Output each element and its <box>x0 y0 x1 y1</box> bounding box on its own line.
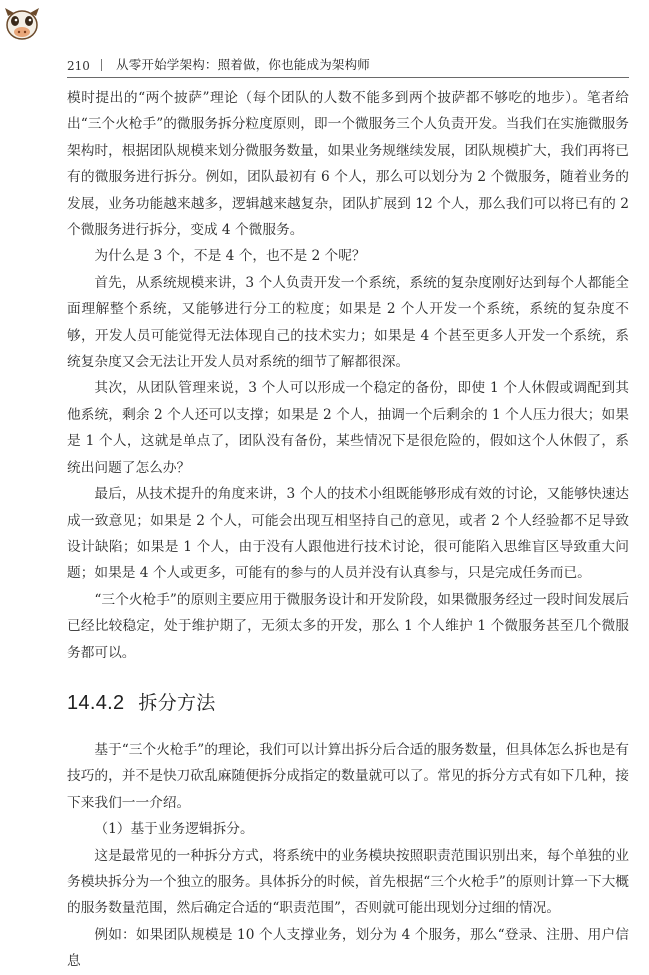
paragraph: 这是最常见的一种拆分方式，将系统中的业务模块按照职责范围识别出来，每个单独的业务模块拆分为一个独立的服务。具体拆分的时候，首先根据“三个火枪手”的原则计算一下大概的服务数量范围，然后确定合适的“职责范围”，否则就可能出现划分过细的情况。 <box>67 847 629 917</box>
paragraph: 其次，从团队管理来说，3 个人可以形成一个稳定的备份，即使 1 个人休假或调配到其他系统，剩余 2 个人还可以支撑；如果是 2 个人，抽调一个后剩余的 1 个人压力很大；如果是 1 个人，这就是单点了，团队没有备份，某些情况下是很危险的，假如这个人休假了，系统出问题了怎么办？ <box>67 380 629 476</box>
paragraph: 为什么是 3 个，不是 4 个，也不是 2 个呢？ <box>94 248 366 265</box>
paragraph: 例如：如果团队规模是 10 个人支撑业务，划分为 4 个服务，那么“登录、注册、用户信息 <box>67 926 629 970</box>
paragraph: “三个火枪手”的原则主要应用于微服务设计和开发阶段，如果微服务经过一段时间发展后已经比较稳定，处于维护期了，无须太多的开发，那么 1 个人维护 1 个微服务甚至几个微服务都可以。 <box>67 591 629 661</box>
paragraph: 首先，从系统规模来讲，3 个人负责开发一个系统，系统的复杂度刚好达到每个人都能全面理解整个系统，又能够进行分工的粒度；如果是 2 个人开发一个系统，系统的复杂度不够，开发人员可能觉得无法体现自己的技术实力；如果是 4 个甚至更多人开发一个系统，系统复杂度又会无法让开发人员对系统的细节了解都很深。 <box>67 274 629 371</box>
section-number: 14.4.2 <box>67 691 125 714</box>
section-heading <box>67 688 629 715</box>
publisher-logo-icon <box>2 4 42 42</box>
section-title: 拆分方法 <box>138 691 216 714</box>
list-item-heading: （1）基于业务逻辑拆分。 <box>94 821 254 838</box>
paragraph: 最后，从技术提升的角度来讲，3 个人的技术小组既能够形成有效的讨论，又能够快速达成一致意见；如果是 2 个人，可能会出现互相坚持自己的意见，或者 2 个人经验都不足导致设计缺陷；如果是 1 个人，由于没有人跟他进行技术讨论，很可能陷入思维盲区导致重大问题；如果是 4 个人或更多，可能有的参与的人员并没有认真参与，只是完成任务而已。 <box>67 486 629 582</box>
page-body <box>67 85 629 975</box>
paragraph: 基于“三个火枪手”的理论，我们可以计算出拆分后合适的服务数量，但具体怎么拆也是有技巧的，并不是快刀砍乱麻随便拆分成指定的数量就可以了。常见的拆分方式有如下几种，接下来我们一一介绍。 <box>67 741 629 811</box>
book-title: 从零开始学架构：照着做，你也能成为架构师 <box>116 57 371 72</box>
paragraph: 模时提出的“两个披萨”理论（每个团队的人数不能多到两个披萨都不够吃的地步）。笔者给出“三个火枪手”的微服务拆分粒度原则，即一个微服务三个人负责开发。当我们在实施微服务架构时，根据团队规模来划分微服务数量，如果业务规继续发展，团队规模扩大，我们再将已有的微服务进行拆分。例如，团队最初有 6 个人，那么可以划分为 2 个微服务，随着业务的发展，业务功能越来越多，逻辑越来越复杂，团队扩展到 12 个人，那么我们可以将已有的 2 个微服务进行拆分，变成 4 个微服务。 <box>67 90 629 239</box>
header-separator <box>101 59 102 71</box>
page-number: 210 <box>67 59 90 73</box>
page-header <box>67 53 629 78</box>
